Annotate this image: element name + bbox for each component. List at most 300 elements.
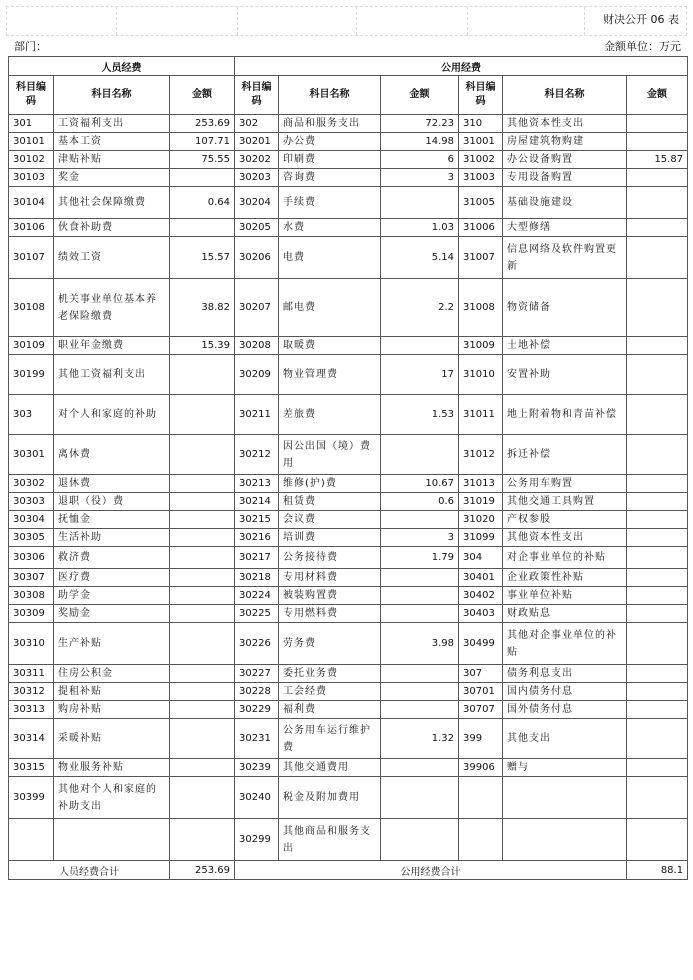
item-amount: [381, 337, 459, 355]
item-code: 30204: [235, 187, 279, 219]
item-amount: [170, 475, 235, 493]
item-name: 住房公积金: [54, 665, 170, 683]
item-amount: 6: [381, 151, 459, 169]
item-name: 债务利息支出: [503, 665, 627, 683]
item-amount: [627, 605, 688, 623]
item-code: 31009: [459, 337, 503, 355]
item-amount: [627, 587, 688, 605]
item-amount: 3: [381, 529, 459, 547]
item-name: 公务用车运行维护费: [279, 719, 381, 759]
item-code: 30401: [459, 569, 503, 587]
item-name: 其他对企事业单位的补贴: [503, 623, 627, 665]
personnel-total-label: 人员经费合计: [9, 861, 170, 880]
item-amount: [381, 777, 459, 819]
item-name: 对个人和家庭的补助: [54, 395, 170, 435]
item-name: 其他交通工具购置: [503, 493, 627, 511]
item-name: 公务接待费: [279, 547, 381, 569]
personnel-total-amount: 253.69: [170, 861, 235, 880]
item-name: 手续费: [279, 187, 381, 219]
item-amount: 72.23: [381, 115, 459, 133]
item-name: 基础设施建设: [503, 187, 627, 219]
item-amount: [170, 529, 235, 547]
item-amount: [381, 511, 459, 529]
item-amount: [170, 719, 235, 759]
item-amount: [381, 187, 459, 219]
item-code: 30306: [9, 547, 54, 569]
item-code: 30701: [459, 683, 503, 701]
table-row: [9, 777, 688, 819]
item-name: 国外债务付息: [503, 701, 627, 719]
item-name: 办公设备购置: [503, 151, 627, 169]
item-code: 30211: [235, 395, 279, 435]
item-name: 救济费: [54, 547, 170, 569]
item-amount: 10.67: [381, 475, 459, 493]
table-row: [9, 701, 688, 719]
item-amount: 3: [381, 169, 459, 187]
item-amount: [627, 169, 688, 187]
item-name: 退休费: [54, 475, 170, 493]
item-name: 工会经费: [279, 683, 381, 701]
item-name: 委托业务费: [279, 665, 381, 683]
table-row: [9, 587, 688, 605]
item-name: 被装购置费: [279, 587, 381, 605]
item-code: 310: [459, 115, 503, 133]
item-code: 30303: [9, 493, 54, 511]
item-code: 30311: [9, 665, 54, 683]
table-row: [9, 547, 688, 569]
item-code: 302: [235, 115, 279, 133]
item-amount: [170, 587, 235, 605]
item-amount: [381, 759, 459, 777]
item-name: 退职（役）费: [54, 493, 170, 511]
item-code: 30215: [235, 511, 279, 529]
item-name: 劳务费: [279, 623, 381, 665]
item-name: 土地补偿: [503, 337, 627, 355]
table-row: [9, 435, 688, 475]
table-row: [9, 133, 688, 151]
table-row: [9, 493, 688, 511]
item-amount: [627, 777, 688, 819]
table-row: [9, 395, 688, 435]
item-code: 30305: [9, 529, 54, 547]
item-amount: [627, 395, 688, 435]
item-name: 税金及附加费用: [279, 777, 381, 819]
item-name: 物业管理费: [279, 355, 381, 395]
item-amount: 1.03: [381, 219, 459, 237]
item-name: 职业年金缴费: [54, 337, 170, 355]
table-row: [9, 511, 688, 529]
item-code: 30229: [235, 701, 279, 719]
item-amount: [170, 623, 235, 665]
column-header-amount: 金额: [381, 76, 459, 115]
item-name: [503, 777, 627, 819]
item-amount: [170, 759, 235, 777]
table-row: [9, 187, 688, 219]
item-code: 31019: [459, 493, 503, 511]
item-name: 地上附着物和青苗补偿: [503, 395, 627, 435]
item-name: 医疗费: [54, 569, 170, 587]
item-amount: 75.55: [170, 151, 235, 169]
item-amount: [627, 279, 688, 337]
item-amount: 38.82: [170, 279, 235, 337]
item-amount: [170, 569, 235, 587]
item-code: 30212: [235, 435, 279, 475]
item-name: 其他对个人和家庭的补助支出: [54, 777, 170, 819]
item-amount: [170, 219, 235, 237]
item-name: 水费: [279, 219, 381, 237]
item-name: [54, 819, 170, 861]
table-row: [9, 115, 688, 133]
item-name: 奖励金: [54, 605, 170, 623]
item-code: 30308: [9, 587, 54, 605]
item-code: 30227: [235, 665, 279, 683]
item-amount: [627, 115, 688, 133]
item-code: 30307: [9, 569, 54, 587]
item-name: 福利费: [279, 701, 381, 719]
item-amount: [381, 683, 459, 701]
item-code: 30108: [9, 279, 54, 337]
item-code: 30403: [459, 605, 503, 623]
item-code: 304: [459, 547, 503, 569]
table-row: [9, 569, 688, 587]
item-amount: [170, 819, 235, 861]
item-code: 30314: [9, 719, 54, 759]
item-amount: [627, 569, 688, 587]
column-header-amount: 金额: [170, 76, 235, 115]
item-amount: 14.98: [381, 133, 459, 151]
item-code: 303: [9, 395, 54, 435]
item-amount: 17: [381, 355, 459, 395]
department-label: 部门：: [14, 40, 47, 53]
item-code: 30207: [235, 279, 279, 337]
item-amount: [381, 569, 459, 587]
table-row: [9, 759, 688, 777]
item-code: 30206: [235, 237, 279, 279]
item-name: 工资福利支出: [54, 115, 170, 133]
item-name: 奖金: [54, 169, 170, 187]
item-name: 房屋建筑物购建: [503, 133, 627, 151]
item-code: 30101: [9, 133, 54, 151]
column-header-name: 科目名称: [503, 76, 627, 115]
table-row: [9, 337, 688, 355]
form-code: 财决公开 06 表: [603, 13, 679, 26]
item-amount: [627, 547, 688, 569]
table-row: [9, 279, 688, 337]
item-amount: 15.87: [627, 151, 688, 169]
totals-row: [9, 861, 688, 880]
item-code: 30107: [9, 237, 54, 279]
item-amount: [170, 683, 235, 701]
item-name: 其他支出: [503, 719, 627, 759]
item-code: 30217: [235, 547, 279, 569]
item-amount: [627, 337, 688, 355]
item-amount: [170, 511, 235, 529]
item-code: 31003: [459, 169, 503, 187]
item-amount: [627, 665, 688, 683]
item-amount: 1.53: [381, 395, 459, 435]
item-code: 30199: [9, 355, 54, 395]
item-amount: [627, 759, 688, 777]
table-row: [9, 665, 688, 683]
item-name: 邮电费: [279, 279, 381, 337]
item-amount: 3.98: [381, 623, 459, 665]
column-header-code: 科目编码: [9, 76, 54, 115]
item-amount: [627, 683, 688, 701]
item-code: 30208: [235, 337, 279, 355]
item-name: 专用材料费: [279, 569, 381, 587]
item-amount: [627, 719, 688, 759]
item-name: 离休费: [54, 435, 170, 475]
item-amount: 2.2: [381, 279, 459, 337]
item-code: 31001: [459, 133, 503, 151]
item-name: 大型修缮: [503, 219, 627, 237]
sheet-gridlines: [6, 6, 687, 36]
item-code: 301: [9, 115, 54, 133]
item-amount: [381, 819, 459, 861]
item-code: 30399: [9, 777, 54, 819]
item-amount: [627, 219, 688, 237]
item-name: 租赁费: [279, 493, 381, 511]
item-name: 咨询费: [279, 169, 381, 187]
item-name: 办公费: [279, 133, 381, 151]
item-amount: [170, 395, 235, 435]
table-row: [9, 529, 688, 547]
item-name: 购房补贴: [54, 701, 170, 719]
item-amount: 1.32: [381, 719, 459, 759]
item-code: 30231: [235, 719, 279, 759]
table-row: [9, 719, 688, 759]
item-name: 其他商品和服务支出: [279, 819, 381, 861]
item-name: 电费: [279, 237, 381, 279]
table-row: [9, 355, 688, 395]
item-code: 30213: [235, 475, 279, 493]
table-row: [9, 237, 688, 279]
item-code: 30228: [235, 683, 279, 701]
item-amount: 1.79: [381, 547, 459, 569]
item-name: [503, 819, 627, 861]
item-name: 物资储备: [503, 279, 627, 337]
item-amount: [627, 511, 688, 529]
item-code: 30224: [235, 587, 279, 605]
item-code: 30304: [9, 511, 54, 529]
item-amount: [170, 547, 235, 569]
item-code: 31013: [459, 475, 503, 493]
item-amount: [627, 237, 688, 279]
item-amount: [170, 355, 235, 395]
item-amount: [381, 665, 459, 683]
table-row: [9, 475, 688, 493]
item-amount: [627, 187, 688, 219]
item-name: 印刷费: [279, 151, 381, 169]
item-name: 财政贴息: [503, 605, 627, 623]
item-name: 商品和服务支出: [279, 115, 381, 133]
item-code: [459, 819, 503, 861]
item-name: 其他社会保障缴费: [54, 187, 170, 219]
column-header-name: 科目名称: [279, 76, 381, 115]
item-code: 30216: [235, 529, 279, 547]
item-amount: [170, 777, 235, 819]
public-total-amount: 88.1: [627, 861, 688, 880]
item-code: 30309: [9, 605, 54, 623]
item-name: 机关事业单位基本养老保险缴费: [54, 279, 170, 337]
item-amount: [170, 605, 235, 623]
table-row: [9, 683, 688, 701]
item-name: 津贴补贴: [54, 151, 170, 169]
item-code: 39906: [459, 759, 503, 777]
table-body: [9, 115, 688, 861]
item-name: 物业服务补贴: [54, 759, 170, 777]
item-amount: [381, 701, 459, 719]
item-name: 采暖补贴: [54, 719, 170, 759]
item-name: 安置补助: [503, 355, 627, 395]
item-code: 31005: [459, 187, 503, 219]
item-amount: [381, 605, 459, 623]
item-name: 抚恤金: [54, 511, 170, 529]
item-code: 30205: [235, 219, 279, 237]
public-total-label: 公用经费合计: [235, 861, 627, 880]
item-name: 专用设备购置: [503, 169, 627, 187]
item-name: 事业单位补贴: [503, 587, 627, 605]
item-amount: 15.39: [170, 337, 235, 355]
personnel-section-header: 人员经费: [9, 57, 235, 76]
item-code: 30104: [9, 187, 54, 219]
item-code: 30499: [459, 623, 503, 665]
item-code: 30315: [9, 759, 54, 777]
expenditure-table: [8, 56, 688, 880]
item-code: 30226: [235, 623, 279, 665]
item-amount: 15.57: [170, 237, 235, 279]
item-amount: [627, 529, 688, 547]
item-name: 对企事业单位的补贴: [503, 547, 627, 569]
item-amount: 0.6: [381, 493, 459, 511]
item-amount: 0.64: [170, 187, 235, 219]
column-header-amount: 金额: [627, 76, 688, 115]
item-code: 31008: [459, 279, 503, 337]
amount-unit-label: 金额单位：万元: [604, 40, 681, 53]
item-code: 30203: [235, 169, 279, 187]
public-section-header: 公用经费: [235, 57, 688, 76]
table-row: [9, 219, 688, 237]
item-name: 信息网络及软件购置更新: [503, 237, 627, 279]
item-code: [9, 819, 54, 861]
item-name: 绩效工资: [54, 237, 170, 279]
item-amount: [170, 701, 235, 719]
item-name: 差旅费: [279, 395, 381, 435]
item-code: 30103: [9, 169, 54, 187]
item-code: 30402: [459, 587, 503, 605]
item-code: 30201: [235, 133, 279, 151]
item-code: 30240: [235, 777, 279, 819]
table-row: [9, 623, 688, 665]
item-code: 30310: [9, 623, 54, 665]
item-code: 30102: [9, 151, 54, 169]
item-code: 30301: [9, 435, 54, 475]
item-name: 生产补贴: [54, 623, 170, 665]
item-code: 399: [459, 719, 503, 759]
item-amount: 107.71: [170, 133, 235, 151]
table-row: [9, 819, 688, 861]
item-name: 其他交通费用: [279, 759, 381, 777]
column-header-name: 科目名称: [54, 76, 170, 115]
item-amount: [627, 133, 688, 151]
item-amount: [381, 435, 459, 475]
item-code: 31020: [459, 511, 503, 529]
item-code: 30209: [235, 355, 279, 395]
item-name: 专用燃料费: [279, 605, 381, 623]
item-name: 其他资本性支出: [503, 115, 627, 133]
item-code: 31006: [459, 219, 503, 237]
item-name: 提租补贴: [54, 683, 170, 701]
item-code: 31099: [459, 529, 503, 547]
item-name: 产权参股: [503, 511, 627, 529]
item-code: 31010: [459, 355, 503, 395]
item-name: 公务用车购置: [503, 475, 627, 493]
item-name: 其他资本性支出: [503, 529, 627, 547]
item-name: 国内债务付息: [503, 683, 627, 701]
item-code: 30302: [9, 475, 54, 493]
item-name: 基本工资: [54, 133, 170, 151]
item-amount: [170, 665, 235, 683]
item-code: 30106: [9, 219, 54, 237]
item-amount: [170, 169, 235, 187]
item-name: 生活补助: [54, 529, 170, 547]
item-code: 30239: [235, 759, 279, 777]
table-row: [9, 605, 688, 623]
item-name: 会议费: [279, 511, 381, 529]
column-header-code: 科目编码: [459, 76, 503, 115]
column-header-code: 科目编码: [235, 76, 279, 115]
item-code: 31011: [459, 395, 503, 435]
item-code: 31002: [459, 151, 503, 169]
item-name: 伙食补助费: [54, 219, 170, 237]
item-amount: [381, 587, 459, 605]
item-amount: [627, 355, 688, 395]
item-name: 取暖费: [279, 337, 381, 355]
item-amount: [627, 435, 688, 475]
item-name: 培训费: [279, 529, 381, 547]
item-code: 30312: [9, 683, 54, 701]
item-amount: [627, 819, 688, 861]
item-amount: [627, 701, 688, 719]
item-code: 30218: [235, 569, 279, 587]
item-code: 30225: [235, 605, 279, 623]
item-name: 维修(护)费: [279, 475, 381, 493]
item-code: [459, 777, 503, 819]
item-amount: 253.69: [170, 115, 235, 133]
item-amount: 5.14: [381, 237, 459, 279]
item-code: 30109: [9, 337, 54, 355]
item-amount: [170, 435, 235, 475]
item-code: 30707: [459, 701, 503, 719]
item-code: 30299: [235, 819, 279, 861]
item-code: 31012: [459, 435, 503, 475]
item-code: 307: [459, 665, 503, 683]
item-name: 助学金: [54, 587, 170, 605]
item-code: 30214: [235, 493, 279, 511]
item-amount: [170, 493, 235, 511]
table-row: [9, 169, 688, 187]
item-amount: [627, 475, 688, 493]
item-name: 赠与: [503, 759, 627, 777]
item-code: 30202: [235, 151, 279, 169]
item-amount: [627, 623, 688, 665]
item-code: 30313: [9, 701, 54, 719]
item-name: 拆迁补偿: [503, 435, 627, 475]
item-name: 因公出国（境）费用: [279, 435, 381, 475]
item-name: 其他工资福利支出: [54, 355, 170, 395]
table-row: [9, 151, 688, 169]
item-code: 31007: [459, 237, 503, 279]
